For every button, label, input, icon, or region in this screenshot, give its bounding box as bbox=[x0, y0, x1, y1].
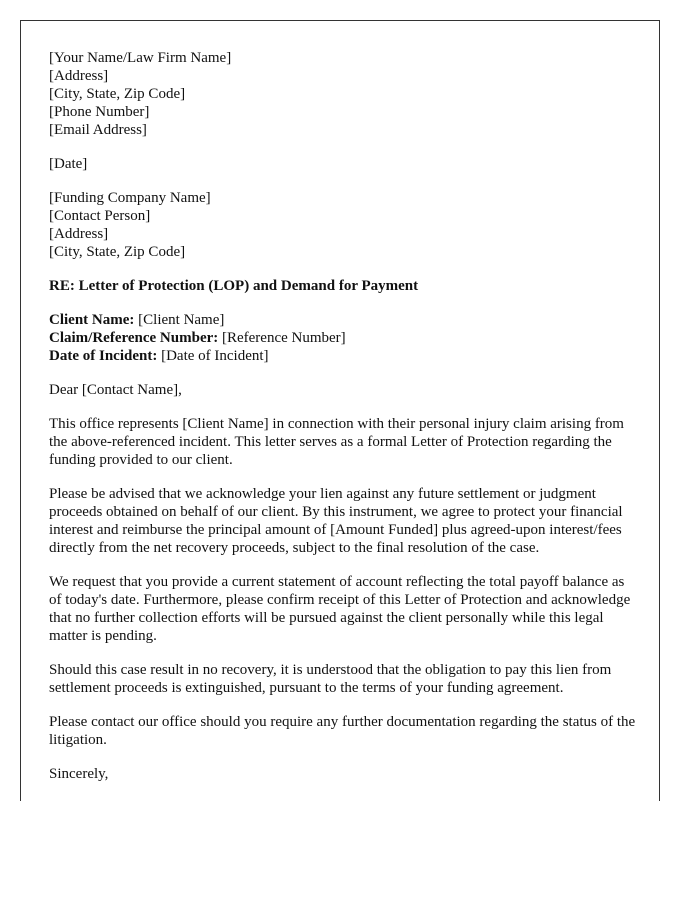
recipient-city: [City, State, Zip Code] bbox=[49, 244, 186, 260]
sender-email: [Email Address] bbox=[49, 122, 147, 138]
detail-incident bbox=[49, 347, 637, 365]
body-paragraph: Please be advised that we acknowledge your lien against any future settlement or judgment proceeds obtained on behalf of our client. By this instrument, we agree to protect your financial interest and reimburse the principal amount of [Amount Funded] plus agreed-upon interest/fees directly from the net recovery proceeds, subject to the final resolution of the case. bbox=[49, 486, 623, 556]
letter-date: [Date] bbox=[49, 156, 88, 172]
detail-claim bbox=[49, 329, 637, 347]
sender-name: [Your Name/Law Firm Name] bbox=[49, 50, 232, 66]
recipient-block bbox=[49, 189, 637, 261]
closing: Sincerely, bbox=[49, 766, 109, 782]
sender-phone: [Phone Number] bbox=[49, 104, 150, 120]
body-paragraph: Please contact our office should you require any further documentation regarding the status of the litigation. bbox=[49, 714, 636, 748]
body-paragraph: Should this case result in no recovery, it is understood that the obligation to pay this lien from settlement proceeds is extinguished, pursuant to the terms of your funding agreement. bbox=[49, 662, 612, 696]
detail-value: [Reference Number] bbox=[218, 330, 346, 346]
body-paragraph: We request that you provide a current statement of account reflecting the total payoff balance as of today's date. Furthermore, please confirm receipt of this Letter of Protection and acknowledge that no further collection efforts will be pursued against the client personally while this legal matter is pending. bbox=[49, 574, 631, 644]
salutation: Dear [Contact Name], bbox=[49, 382, 182, 398]
detail-value: [Client Name] bbox=[134, 312, 225, 328]
detail-label: Client Name: bbox=[49, 312, 135, 328]
subject-line bbox=[49, 277, 637, 295]
detail-label: Date of Incident: bbox=[49, 348, 158, 364]
detail-value: [Date of Incident] bbox=[157, 348, 269, 364]
body-paragraph: This office represents [Client Name] in connection with their personal injury claim arising from the above-referenced incident. This letter serves as a formal Letter of Protection regarding the funding provided to our client. bbox=[49, 416, 624, 468]
sender-address: [Address] bbox=[49, 68, 109, 84]
sender-block bbox=[49, 49, 637, 139]
letter-page bbox=[20, 20, 660, 801]
detail-client bbox=[49, 311, 637, 329]
detail-label: Claim/Reference Number: bbox=[49, 330, 219, 346]
letter-content bbox=[49, 49, 637, 783]
recipient-address: [Address] bbox=[49, 226, 109, 242]
sender-city: [City, State, Zip Code] bbox=[49, 86, 186, 102]
details-block bbox=[49, 311, 637, 365]
subject-text: RE: Letter of Protection (LOP) and Demand for Payment bbox=[49, 278, 419, 294]
recipient-contact: [Contact Person] bbox=[49, 208, 151, 224]
recipient-company: [Funding Company Name] bbox=[49, 190, 211, 206]
